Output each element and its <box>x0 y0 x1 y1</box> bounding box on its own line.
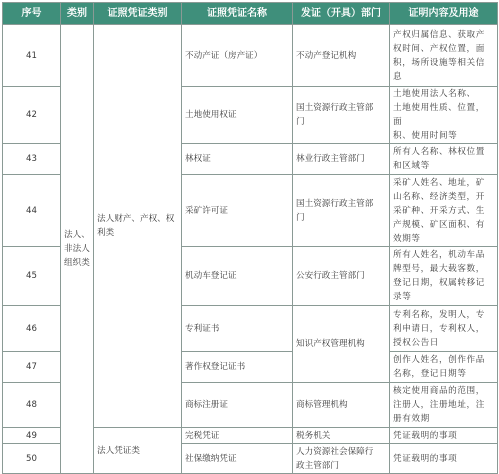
cert-name: 土地使用权证 <box>182 87 293 144</box>
cert-name: 社保缴纳凭证 <box>182 444 293 474</box>
issuer-ip-office: 知识产权管理机构 <box>293 306 390 383</box>
content-use: 专利名称，发明人，专 利申请日，专利权人， 授权公告日 <box>390 306 498 352</box>
issuer: 林业行政主管部门 <box>293 144 390 175</box>
category-cell: 法人、 非法人 组织类 <box>61 25 94 474</box>
content-use: 凭证载明的事项 <box>390 444 498 474</box>
row-number: 48 <box>3 383 61 428</box>
table-header-row <box>3 3 498 25</box>
row-number: 43 <box>3 144 61 175</box>
cert-name: 完税凭证 <box>182 428 293 444</box>
header-cert-type: 证照凭证类别 <box>94 3 182 25</box>
header-category: 类别 <box>61 3 94 25</box>
cert-name: 著作权登记证书 <box>182 352 293 383</box>
issuer: 商标管理机构 <box>293 383 390 428</box>
header-serial: 序号 <box>3 3 61 25</box>
content-use: 核定使用商品的范围， 注册人，注册地址，注 册有效期 <box>390 383 498 428</box>
header-issuer: 发证（开具）部门 <box>293 3 390 25</box>
content-use: 所有人名称、林权位置 和区域等 <box>390 144 498 175</box>
content-use: 采矿人姓名、地址，矿 山名称、经济类型，开 采矿种、开采方式、生 产规模、矿区面积、有 效期等 <box>390 175 498 247</box>
issuer: 不动产登记机构 <box>293 25 390 87</box>
subcategory-property: 法人财产、产权、权 利类 <box>94 25 182 428</box>
subcategory-certificate: 法人凭证类 <box>94 428 182 474</box>
content-use: 土地使用法人名称、 土地使用性质、位置，面 积、使用时间等 <box>390 87 498 144</box>
cert-name: 专利证书 <box>182 306 293 352</box>
issuer: 税务机关 <box>293 428 390 444</box>
content-use: 凭证载明的事项 <box>390 428 498 444</box>
table-row <box>3 25 498 87</box>
issuer: 人力资源社会保障行 政主管部门 <box>293 444 390 474</box>
certificate-table <box>2 2 498 474</box>
cert-name: 采矿许可证 <box>182 175 293 247</box>
cert-name: 商标注册证 <box>182 383 293 428</box>
row-number: 42 <box>3 87 61 144</box>
cert-name: 机动车登记证 <box>182 247 293 306</box>
issuer: 国土资源行政主管部 门 <box>293 175 390 247</box>
row-number: 45 <box>3 247 61 306</box>
cert-name: 林权证 <box>182 144 293 175</box>
header-content-use: 证明内容及用途 <box>390 3 498 25</box>
row-number: 44 <box>3 175 61 247</box>
row-number: 50 <box>3 444 61 474</box>
row-number: 41 <box>3 25 61 87</box>
issuer: 国土资源行政主管部 门 <box>293 87 390 144</box>
row-number: 47 <box>3 352 61 383</box>
content-use: 产权归属信息、获取产 权时间、产权位置，面 积，场所设施等相关信 息 <box>390 25 498 87</box>
row-number: 46 <box>3 306 61 352</box>
cert-name: 不动产证（房产证） <box>182 25 293 87</box>
header-cert-name: 证照凭证名称 <box>182 3 293 25</box>
content-use: 创作人姓名，创作作品 名称，登记日期等 <box>390 352 498 383</box>
content-use: 所有人姓名，机动车品 牌型号，最大载客数， 登记日期，权属转移记 录等 <box>390 247 498 306</box>
issuer: 公安行政主管部门 <box>293 247 390 306</box>
row-number: 49 <box>3 428 61 444</box>
